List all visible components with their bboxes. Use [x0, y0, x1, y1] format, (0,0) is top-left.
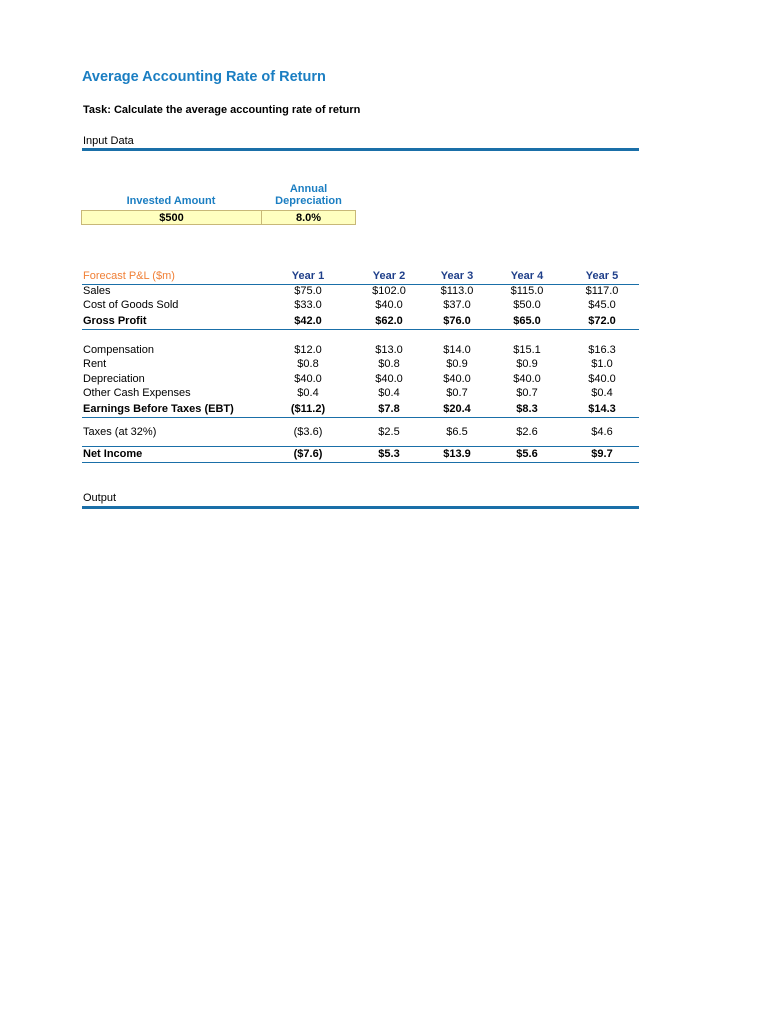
cell-compensation-y4: $15.1 — [513, 344, 541, 356]
output-label: Output — [83, 492, 117, 504]
cell-ebt-y4: $8.3 — [516, 403, 538, 415]
cell-taxes-y3: $6.5 — [446, 426, 468, 438]
cell-ebt-y1: ($11.2) — [290, 403, 326, 415]
task-description: Task: Calculate the average accounting rate of return — [83, 104, 361, 116]
cell-gross-profit-y3: $76.0 — [443, 315, 471, 327]
row-label-sales: Sales — [83, 285, 111, 297]
cell-cogs-y5: $45.0 — [588, 299, 616, 311]
invested-amount-input[interactable]: $500 — [81, 210, 262, 225]
cell-net-income-y3: $13.9 — [443, 448, 471, 460]
cell-depreciation-y5: $40.0 — [588, 373, 616, 385]
row-label-gross-profit: Gross Profit — [83, 315, 147, 327]
cell-cogs-y3: $37.0 — [443, 299, 471, 311]
cell-cogs-y1: $33.0 — [294, 299, 322, 311]
cell-compensation-y3: $14.0 — [443, 344, 471, 356]
cell-net-income-y5: $9.7 — [591, 448, 613, 460]
cell-cogs-y2: $40.0 — [375, 299, 403, 311]
depreciation-rate-input[interactable]: 8.0% — [261, 210, 356, 225]
cell-compensation-y2: $13.0 — [375, 344, 403, 356]
page-title: Average Accounting Rate of Return — [82, 69, 326, 85]
cell-other-expenses-y1: $0.4 — [297, 387, 319, 399]
forecast-table-header: Forecast P&L ($m) — [83, 270, 175, 282]
cell-ebt-y5: $14.3 — [588, 403, 616, 415]
output-divider — [82, 506, 639, 509]
cell-ebt-y2: $7.8 — [378, 403, 400, 415]
cell-cogs-y4: $50.0 — [513, 299, 541, 311]
cell-taxes-y2: $2.5 — [378, 426, 400, 438]
cell-ebt-y3: $20.4 — [443, 403, 471, 415]
cell-other-expenses-y3: $0.7 — [446, 387, 468, 399]
cell-other-expenses-y4: $0.7 — [516, 387, 538, 399]
row-label-ebt: Earnings Before Taxes (EBT) — [83, 403, 234, 415]
cell-sales-y2: $102.0 — [372, 285, 406, 297]
cell-gross-profit-y5: $72.0 — [588, 315, 616, 327]
row-label-cogs: Cost of Goods Sold — [83, 299, 179, 311]
cell-net-income-y2: $5.3 — [378, 448, 400, 460]
input-divider — [82, 148, 639, 151]
depreciation-header-line1: Annual — [289, 183, 328, 195]
cell-depreciation-y4: $40.0 — [513, 373, 541, 385]
row-label-net-income: Net Income — [83, 448, 143, 460]
gross-profit-rule — [82, 329, 639, 330]
row-label-other-cash-expenses: Other Cash Expenses — [83, 387, 191, 399]
invested-amount-header: Invested Amount — [126, 195, 216, 207]
cell-taxes-y1: ($3.6) — [293, 426, 323, 438]
cell-depreciation-y1: $40.0 — [294, 373, 322, 385]
cell-taxes-y4: $2.6 — [516, 426, 538, 438]
cell-rent-y5: $1.0 — [591, 358, 613, 370]
cell-rent-y1: $0.8 — [297, 358, 319, 370]
cell-compensation-y1: $12.0 — [294, 344, 322, 356]
cell-rent-y3: $0.9 — [446, 358, 468, 370]
taxes-rule — [82, 446, 639, 447]
year-header-5: Year 5 — [585, 270, 619, 282]
year-header-3: Year 3 — [440, 270, 474, 282]
cell-gross-profit-y1: $42.0 — [294, 315, 322, 327]
cell-depreciation-y3: $40.0 — [443, 373, 471, 385]
row-label-rent: Rent — [83, 358, 107, 370]
cell-depreciation-y2: $40.0 — [375, 373, 403, 385]
cell-other-expenses-y5: $0.4 — [591, 387, 613, 399]
row-label-taxes: Taxes (at 32%) — [83, 426, 157, 438]
depreciation-header-line2: Depreciation — [275, 195, 342, 207]
year-header-4: Year 4 — [510, 270, 544, 282]
cell-net-income-y4: $5.6 — [516, 448, 538, 460]
cell-gross-profit-y4: $65.0 — [513, 315, 541, 327]
input-data-label: Input Data — [83, 135, 134, 147]
cell-sales-y5: $117.0 — [585, 285, 619, 297]
cell-sales-y3: $113.0 — [440, 285, 474, 297]
net-income-rule — [82, 462, 639, 463]
row-label-compensation: Compensation — [83, 344, 154, 356]
cell-compensation-y5: $16.3 — [588, 344, 616, 356]
ebt-rule — [82, 417, 639, 418]
cell-rent-y4: $0.9 — [516, 358, 538, 370]
cell-taxes-y5: $4.6 — [591, 426, 613, 438]
year-header-2: Year 2 — [372, 270, 406, 282]
cell-gross-profit-y2: $62.0 — [375, 315, 403, 327]
cell-other-expenses-y2: $0.4 — [378, 387, 400, 399]
cell-sales-y4: $115.0 — [510, 285, 544, 297]
cell-sales-y1: $75.0 — [294, 285, 322, 297]
year-header-1: Year 1 — [291, 270, 325, 282]
cell-rent-y2: $0.8 — [378, 358, 400, 370]
row-label-depreciation: Depreciation — [83, 373, 145, 385]
cell-net-income-y1: ($7.6) — [293, 448, 323, 460]
